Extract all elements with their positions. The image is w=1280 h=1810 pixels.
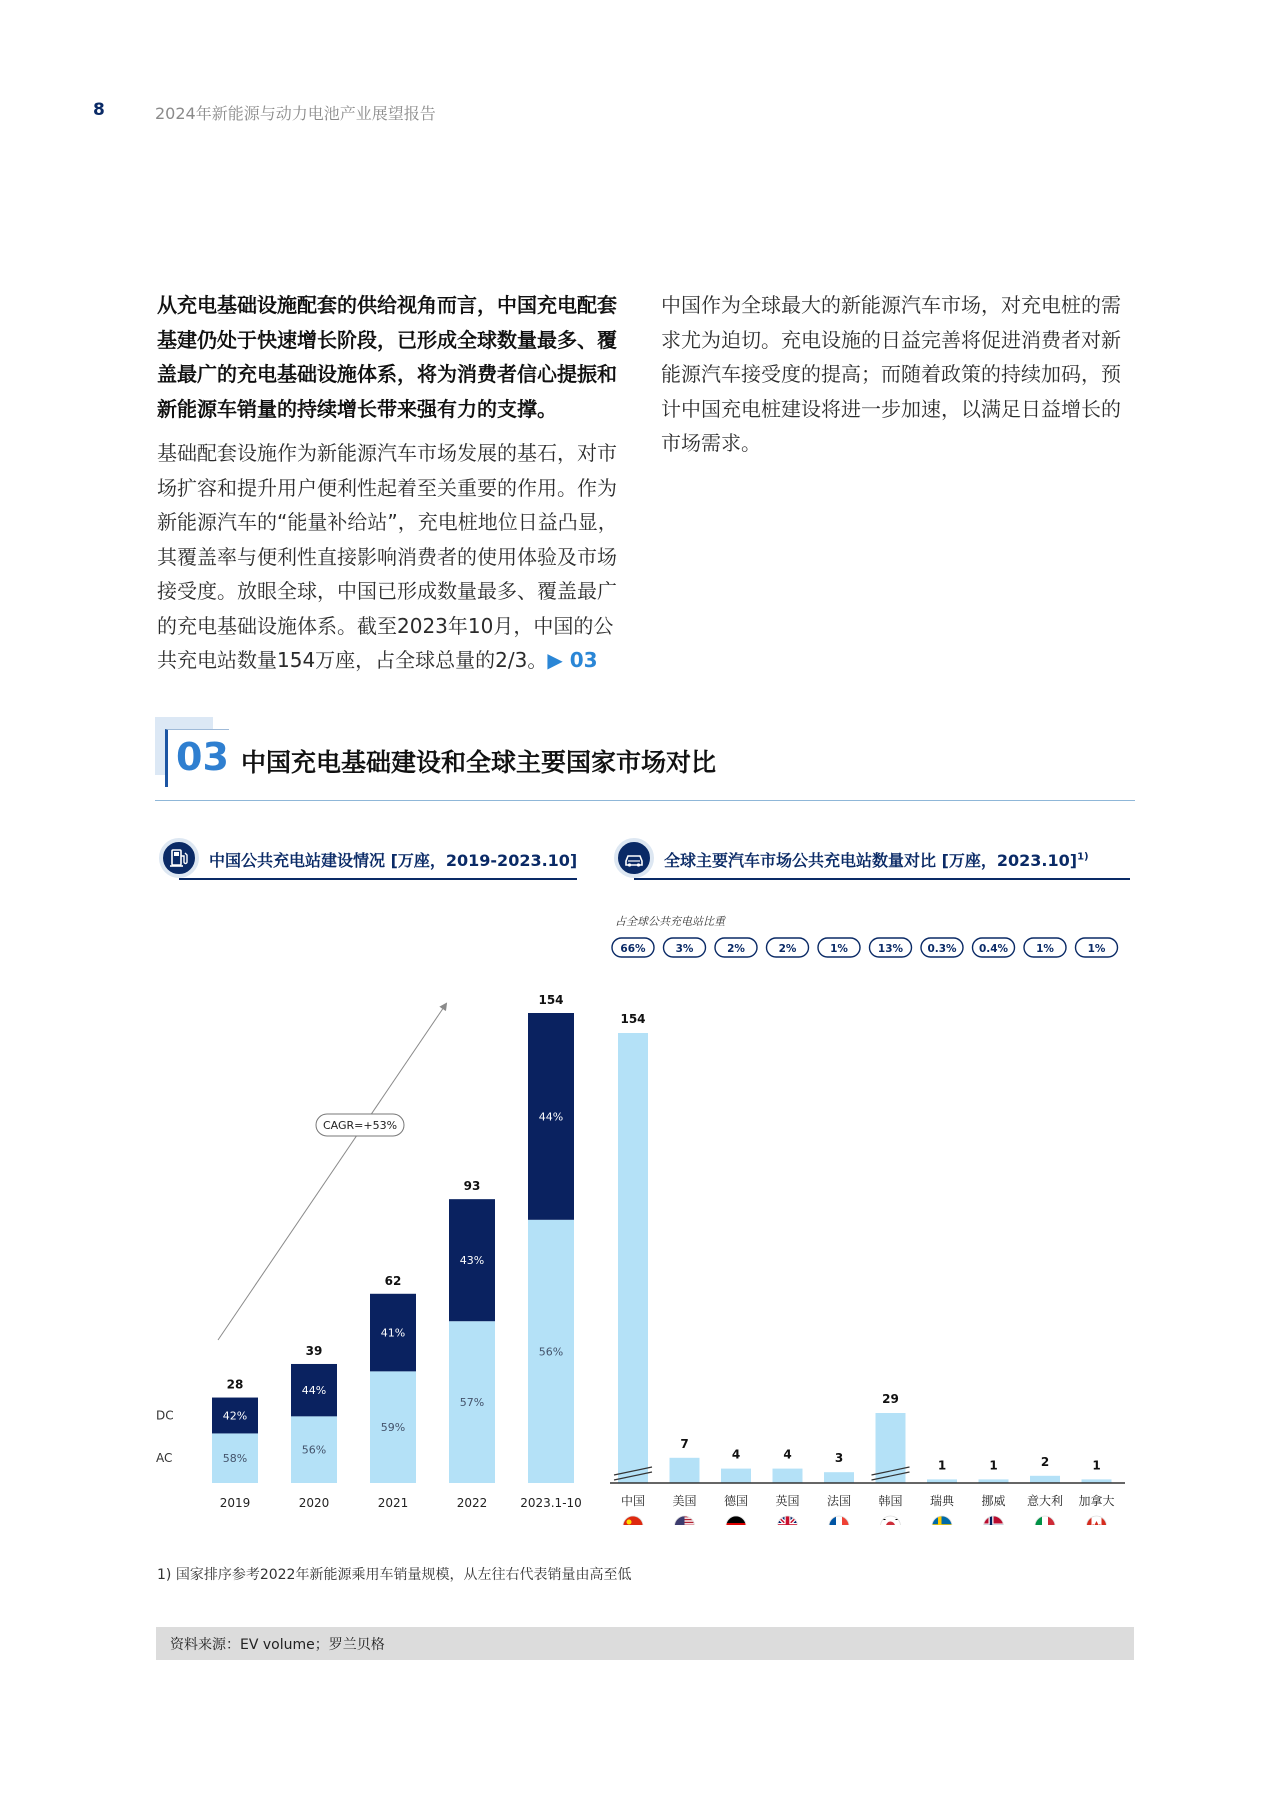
no-flag-icon bbox=[984, 1516, 1004, 1525]
right-chart-title-text: 全球主要汽车市场公共充电站数量对比 [万座，2023.10] bbox=[664, 851, 1078, 870]
country-bar bbox=[824, 1472, 854, 1483]
country-value-label: 4 bbox=[783, 1447, 792, 1462]
x-tick-label: 2023.1-10 bbox=[520, 1496, 582, 1510]
country-label: 美国 bbox=[672, 1494, 697, 1508]
ca-flag-icon bbox=[1087, 1516, 1107, 1525]
left-chart-rule bbox=[179, 878, 577, 880]
lead-paragraph: 从充电基础设施配套的供给视角而言，中国充电配套基建仍处于快速增长阶段，已形成全球数量最多、覆盖最广的充电基础设施体系，将为消费者信心提振和新能源车销量的持续增长带来强有力的支撑。 bbox=[157, 293, 617, 421]
dc-share-label: 44% bbox=[538, 1110, 564, 1124]
country-bar bbox=[876, 1413, 906, 1483]
share-pill-label: 0.3% bbox=[927, 943, 957, 955]
total-value-label: 62 bbox=[384, 1273, 402, 1288]
country-value-label: 7 bbox=[680, 1436, 689, 1451]
country-value-label: 4 bbox=[731, 1447, 741, 1462]
country-value-label: 3 bbox=[834, 1451, 844, 1466]
country-label: 法国 bbox=[826, 1494, 852, 1508]
us-flag-icon bbox=[675, 1516, 695, 1525]
de-flag-icon bbox=[726, 1516, 746, 1525]
source-text: 资料来源：EV volume；罗兰贝格 bbox=[170, 1637, 385, 1653]
country-bar bbox=[618, 1033, 648, 1483]
share-pill-label: 2% bbox=[778, 943, 797, 955]
report-title: 2024年新能源与动力电池产业展望报告 bbox=[155, 104, 436, 123]
country-value-label: 1 bbox=[937, 1458, 947, 1473]
ac-share-label: 58% bbox=[222, 1452, 248, 1466]
country-label: 英国 bbox=[775, 1494, 800, 1508]
text-column-right bbox=[661, 288, 1135, 471]
share-pill-label: 0.4% bbox=[978, 943, 1009, 955]
total-value-label: 28 bbox=[226, 1377, 244, 1392]
body-paragraph bbox=[157, 436, 629, 678]
dc-share-label: 42% bbox=[222, 1409, 248, 1423]
legend-dc-label: DC bbox=[156, 1408, 174, 1423]
country-label: 意大利 bbox=[1026, 1494, 1064, 1508]
x-tick-label: 2020 bbox=[298, 1496, 330, 1510]
china-charging-chart bbox=[150, 900, 590, 1520]
country-value-label: 1 bbox=[989, 1458, 998, 1473]
charging-station-icon bbox=[159, 838, 199, 878]
text-column-left bbox=[157, 288, 629, 688]
ac-share-label: 56% bbox=[538, 1345, 564, 1359]
figure-heading bbox=[155, 717, 1135, 801]
figure-number: 03 bbox=[176, 735, 229, 779]
share-pill-label: 2% bbox=[727, 943, 745, 955]
dc-share-label: 41% bbox=[380, 1326, 406, 1340]
country-label: 瑞典 bbox=[929, 1494, 955, 1508]
figure-title: 中国充电基础建设和全球主要国家市场对比 bbox=[241, 748, 717, 777]
left-chart-title: 中国公共充电站建设情况 [万座，2019-2023.10] bbox=[209, 851, 578, 870]
ac-share-label: 59% bbox=[380, 1421, 406, 1435]
global-charging-chart bbox=[605, 905, 1135, 1525]
share-pill-label: 1% bbox=[1087, 943, 1106, 955]
se-flag-icon bbox=[932, 1516, 952, 1525]
footnote: 1) 国家排序参考2022年新能源乘用车销量规模，从左往右代表销量由高至低 bbox=[157, 1567, 632, 1583]
share-caption: 占全球公共充电站比重 bbox=[615, 915, 725, 928]
x-tick-label: 2022 bbox=[456, 1496, 488, 1510]
share-pill-label: 1% bbox=[1036, 943, 1054, 955]
country-value-label: 29 bbox=[882, 1392, 899, 1406]
right-chart-title bbox=[664, 848, 1089, 871]
ac-share-label: 56% bbox=[301, 1443, 327, 1457]
ac-share-label: 57% bbox=[459, 1396, 485, 1410]
country-label: 中国 bbox=[620, 1494, 646, 1508]
page-number: 8 bbox=[93, 100, 105, 120]
total-value-label: 154 bbox=[538, 993, 564, 1007]
total-value-label: 39 bbox=[305, 1343, 323, 1358]
source-bar bbox=[156, 1627, 1134, 1660]
share-pill-label: 3% bbox=[675, 943, 694, 955]
body-paragraph-text: 基础配套设施作为新能源汽车市场发展的基石，对市场扩容和提升用户便利性起着至关重要的作用。作为新能源汽车的“能量补给站”，充电桩地位日益凸显，其覆盖率与便利性直接影响消费者的使用体验及市场接受度。放眼全球，中国已形成数量最多、覆盖最广的充电基础设施体系。截至2023年10月，中国的公共充电站数量154万座，占全球总量的2/3。 bbox=[157, 441, 618, 672]
country-label: 韩国 bbox=[878, 1494, 903, 1508]
dc-share-label: 43% bbox=[459, 1254, 485, 1268]
country-label: 德国 bbox=[723, 1494, 749, 1508]
country-value-label: 154 bbox=[620, 1012, 646, 1026]
country-bar bbox=[1030, 1476, 1060, 1483]
country-label: 挪威 bbox=[981, 1494, 1006, 1508]
body-paragraph-2: 中国作为全球最大的新能源汽车市场，对充电桩的需求尤为迫切。充电设施的日益完善将促进消费者对新能源汽车接受度的提高；而随着政策的持续加码，预计中国充电桩建设将进一步加速，以满足日益增长的市场需求。 bbox=[661, 293, 1121, 455]
country-label: 加拿大 bbox=[1078, 1494, 1115, 1508]
cagr-arrow bbox=[218, 1004, 446, 1340]
share-pill-label: 1% bbox=[830, 943, 848, 955]
country-bar bbox=[670, 1458, 700, 1483]
right-chart-header bbox=[614, 838, 1134, 884]
cn-flag-icon bbox=[623, 1516, 643, 1525]
total-value-label: 93 bbox=[463, 1179, 481, 1194]
country-bar bbox=[773, 1469, 803, 1483]
it-flag-icon bbox=[1035, 1516, 1055, 1525]
right-chart-rule bbox=[634, 878, 1130, 880]
share-pill-label: 13% bbox=[877, 943, 904, 955]
country-bar bbox=[721, 1469, 751, 1483]
country-value-label: 2 bbox=[1040, 1454, 1050, 1469]
right-chart-title-note: 1) bbox=[1077, 851, 1089, 863]
x-tick-label: 2021 bbox=[377, 1496, 409, 1510]
fr-flag-icon bbox=[829, 1516, 849, 1525]
kr-flag-icon bbox=[881, 1516, 901, 1525]
left-chart-header bbox=[159, 838, 579, 884]
figure-ref-link[interactable]: ▶ 03 bbox=[547, 648, 598, 672]
cagr-label: CAGR=+53% bbox=[322, 1119, 398, 1132]
legend-ac-label: AC bbox=[156, 1451, 173, 1466]
car-icon bbox=[614, 838, 654, 878]
country-value-label: 1 bbox=[1092, 1458, 1101, 1473]
gb-flag-icon bbox=[778, 1516, 798, 1525]
share-pill-label: 66% bbox=[620, 943, 646, 955]
dc-share-label: 44% bbox=[301, 1384, 327, 1398]
x-tick-label: 2019 bbox=[219, 1496, 251, 1510]
